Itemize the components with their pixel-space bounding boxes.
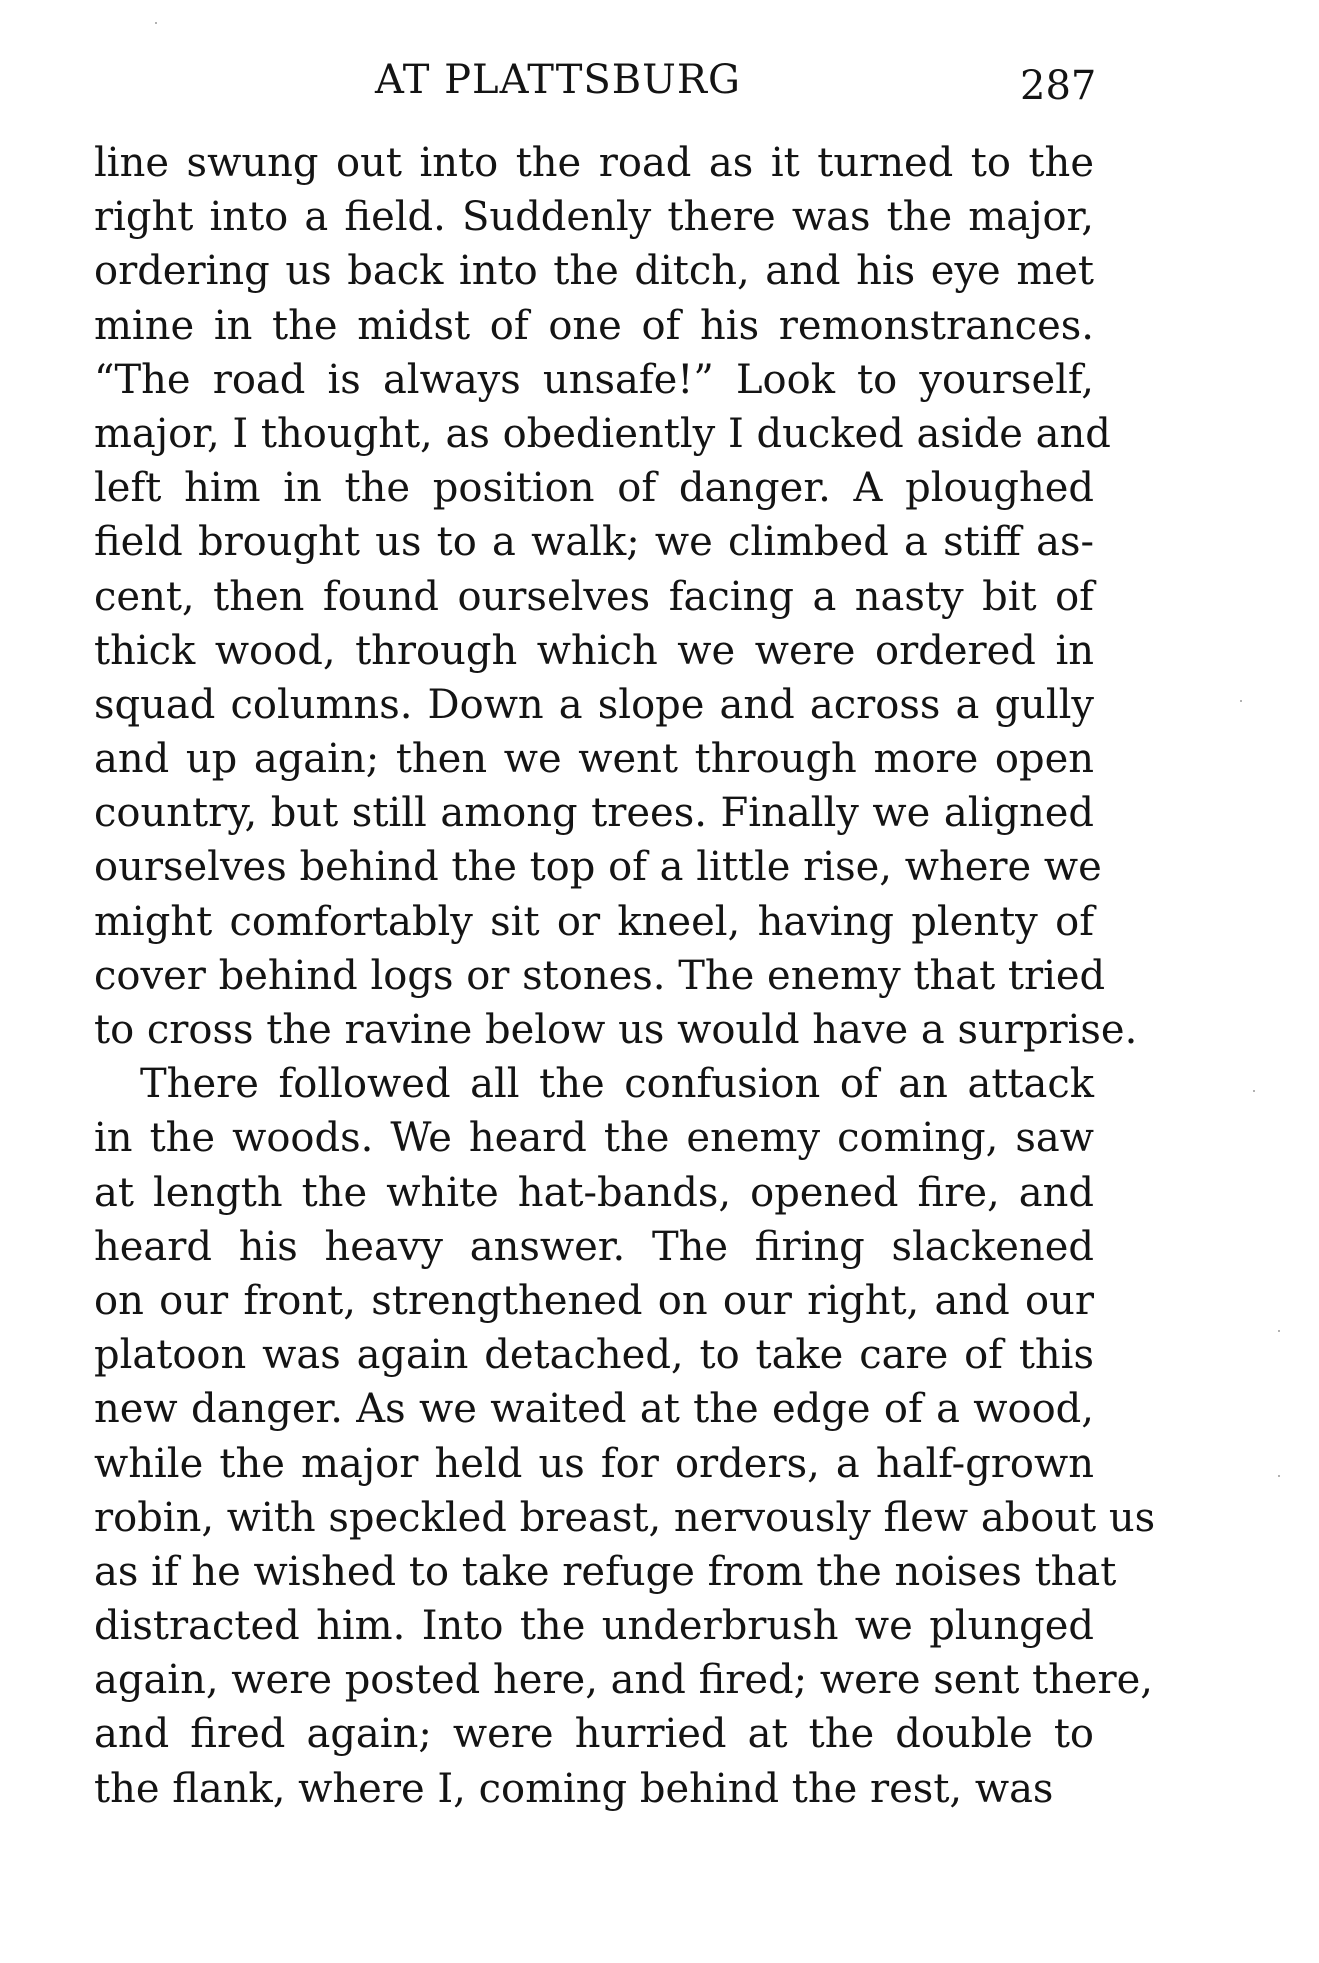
text-line: right into a field. Suddenly there was the major, [94,194,1094,241]
text-line: might comfortably sit or kneel, having plenty of [94,898,1094,945]
text-line: and up again; then we went through more open [94,736,1094,783]
paper-speck [1240,700,1242,702]
text-line: major, I thought, as obediently I ducked aside and [94,410,1111,457]
text-line: ourselves behind the top of a little rise, where we [94,844,1102,891]
text-line: cover behind logs or stones. The enemy that tried [94,952,1106,999]
text-line: while the major held us for orders, a half-grown [94,1440,1094,1487]
text-line: and fired again; were hurried at the double to [94,1711,1094,1758]
paper-speck [1278,1475,1280,1477]
text-line: the flank, where I, coming behind the rest, was [94,1765,1054,1812]
text-line: line swung out into the road as it turned to the [94,140,1094,186]
text-line: cent, then found ourselves facing a nasty bit of [94,573,1094,620]
text-line: There followed all the confusion of an attack [140,1061,1094,1108]
page-number: 287 [1020,63,1097,109]
paper-speck [1278,1330,1280,1332]
text-line: thick wood, through which we were ordered in [94,627,1094,674]
text-line: heard his heavy answer. The firing slackened [94,1223,1094,1270]
text-line: in the woods. We heard the enemy coming, saw [94,1115,1094,1162]
paper-speck [1253,1090,1255,1092]
text-line: as if he wished to take refuge from the noises that [94,1548,1117,1595]
text-line: field brought us to a walk; we climbed a stiff as- [94,519,1094,566]
running-head [0,50,1319,110]
paragraph [94,136,1138,1057]
text-line: new danger. As we waited at the edge of a wood, [94,1386,1094,1433]
text-line: mine in the midst of one of his remonstrances. [94,302,1094,349]
paper-speck [155,22,157,24]
body-text [94,136,1156,1816]
text-line: distracted him. Into the underbrush we plunged [94,1603,1094,1650]
text-line: on our front, strengthened on our right, and our [94,1277,1094,1324]
text-line: “The road is always unsafe!” Look to yourself, [94,356,1094,403]
text-line: ordering us back into the ditch, and his eye met [94,248,1094,295]
paragraph [94,1057,1156,1816]
text-line: country, but still among trees. Finally we aligned [94,790,1094,837]
text-line: platoon was again detached, to take care of this [94,1332,1094,1379]
text-line: at length the white hat-bands, opened fire, and [94,1169,1094,1216]
text-line: to cross the ravine below us would have a surprise. [94,1007,1138,1053]
text-line: again, were posted here, and fired; were sent there, [94,1657,1154,1704]
text-line: robin, with speckled breast, nervously flew about us [94,1494,1156,1541]
running-title: AT PLATTSBURG [375,57,741,103]
text-line: squad columns. Down a slope and across a gully [94,681,1094,728]
text-line: left him in the position of danger. A ploughed [94,465,1094,512]
